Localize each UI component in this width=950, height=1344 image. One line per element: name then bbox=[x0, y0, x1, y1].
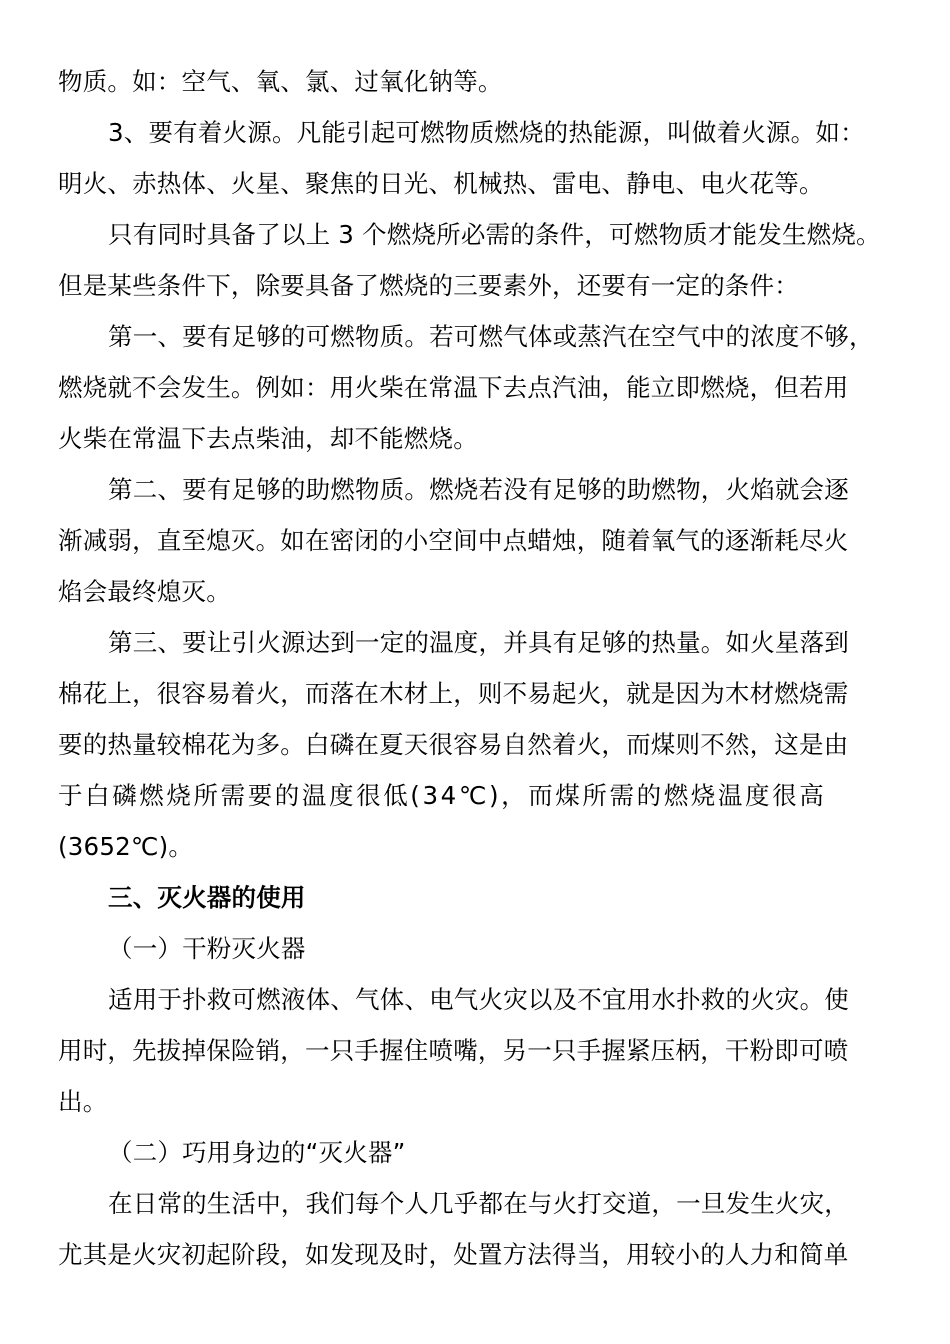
text-line: 棉花上，很容易着火，而落在木材上，则不易起火，就是因为木材燃烧需 bbox=[58, 679, 849, 708]
text-line: 3、要有着火源。凡能引起可燃物质燃烧的热能源，叫做着火源。如： bbox=[108, 118, 865, 147]
text-line: 但是某些条件下，除要具备了燃烧的三要素外，还要有一定的条件： bbox=[58, 271, 799, 300]
text-line: 要的热量较棉花为多。白磷在夏天很容易自然着火，而煤则不然，这是由 bbox=[58, 730, 849, 759]
text-line: (3652℃)。 bbox=[58, 832, 194, 861]
text-line: 焰会最终熄灭。 bbox=[58, 577, 231, 606]
subsection-heading: （二）巧用身边的“灭火器” bbox=[108, 1138, 406, 1167]
subsection-heading: （一）干粉灭火器 bbox=[108, 934, 306, 963]
text-line: 尤其是火灾初起阶段，如发现及时，处置方法得当，用较小的人力和简单 bbox=[58, 1240, 849, 1269]
text-line: 出。 bbox=[58, 1087, 108, 1116]
text-line: 明火、赤热体、火星、聚焦的日光、机械热、雷电、静电、电火花等。 bbox=[58, 169, 824, 198]
section-heading: 三、灭火器的使用 bbox=[108, 883, 306, 912]
text-line: 渐减弱，直至熄灭。如在密闭的小空间中点蜡烛，随着氧气的逐渐耗尽火 bbox=[58, 526, 849, 555]
text-line: 只有同时具备了以上 3 个燃烧所必需的条件，可燃物质才能发生燃烧。 bbox=[108, 220, 881, 249]
text-line: 第二、要有足够的助燃物质。燃烧若没有足够的助燃物，火焰就会逐 bbox=[108, 475, 849, 504]
text-line: 在日常的生活中，我们每个人几乎都在与火打交道，一旦发生火灾， bbox=[108, 1189, 849, 1218]
text-line: 适用于扑救可燃液体、气体、电气火灾以及不宜用水扑救的火灾。使 bbox=[108, 985, 849, 1014]
text-line: 火柴在常温下去点柴油，却不能燃烧。 bbox=[58, 424, 478, 453]
document-page bbox=[58, 56, 894, 1280]
text-line: 于白磷燃烧所需要的温度很低(34℃)，而煤所需的燃烧温度很高 bbox=[58, 781, 827, 810]
text-line: 用时，先拔掉保险销，一只手握住喷嘴，另一只手握紧压柄，干粉即可喷 bbox=[58, 1036, 849, 1065]
text-line: 物质。如：空气、氧、氯、过氧化钠等。 bbox=[58, 67, 503, 96]
text-line: 燃烧就不会发生。例如：用火柴在常温下去点汽油，能立即燃烧，但若用 bbox=[58, 373, 849, 402]
text-line: 第三、要让引火源达到一定的温度，并具有足够的热量。如火星落到 bbox=[108, 628, 849, 657]
text-line: 第一、要有足够的可燃物质。若可燃气体或蒸汽在空气中的浓度不够， bbox=[108, 322, 874, 351]
